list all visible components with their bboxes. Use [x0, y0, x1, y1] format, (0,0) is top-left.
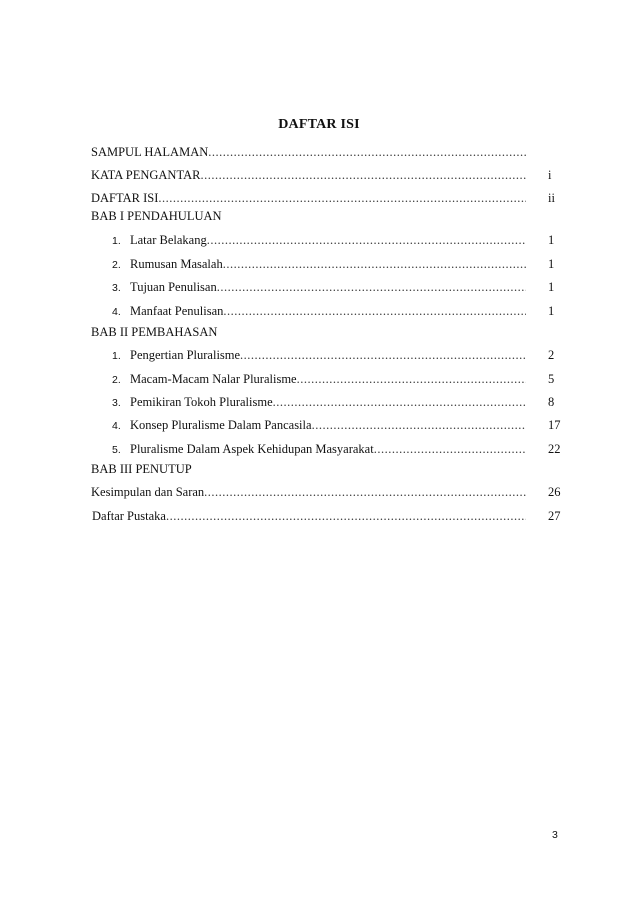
toc-entry-label: Kesimpulan dan Saran [91, 485, 205, 499]
toc-entry-kata-pengantar[interactable] [0, 165, 638, 185]
toc-entry-rumusan-masalah[interactable] [0, 254, 638, 274]
item-number: 2. [112, 374, 121, 386]
item-number: 4. [112, 420, 121, 432]
dot-leader [374, 439, 526, 459]
dot-leader [207, 230, 526, 250]
toc-entry-page: ii [548, 191, 555, 205]
toc-entry-label: Latar Belakang [130, 233, 207, 247]
toc-heading-bab2[interactable] [0, 322, 638, 342]
toc-entry-page: 22 [548, 442, 561, 456]
item-number: 1. [112, 350, 121, 362]
item-number: 1. [112, 235, 121, 247]
toc-entry-label: Tujuan Penulisan [130, 280, 217, 294]
toc-entry-macam-macam-nalar[interactable] [0, 369, 638, 389]
dot-leader [166, 506, 526, 526]
toc-entry-label: KATA PENGANTAR [91, 168, 201, 182]
dot-leader [297, 369, 526, 389]
dot-leader [223, 301, 526, 321]
dot-leader [223, 254, 526, 274]
dot-leader [158, 188, 526, 208]
dot-leader [312, 415, 526, 435]
toc-entry-label: DAFTAR ISI [91, 191, 159, 205]
toc-heading-bab1[interactable] [0, 206, 638, 226]
dot-leader [204, 482, 526, 502]
toc-entry-label: Pemikiran Tokoh Pluralisme [130, 395, 273, 409]
dot-leader [240, 345, 526, 365]
item-number: 5. [112, 444, 121, 456]
toc-entry-latar-belakang[interactable] [0, 230, 638, 250]
item-number: 2. [112, 259, 121, 271]
toc-entry-kesimpulan[interactable] [0, 482, 638, 502]
toc-entry-label: Daftar Pustaka [92, 509, 166, 523]
toc-entry-page: 5 [548, 372, 555, 386]
toc-entry-page: 27 [548, 509, 561, 523]
toc-entry-label: Macam-Macam Nalar Pluralisme [130, 372, 297, 386]
dot-leader [273, 392, 526, 412]
dot-leader [200, 165, 526, 185]
toc-entry-page: 2 [548, 348, 555, 362]
toc-entry-page: 1 [548, 280, 555, 294]
toc-entry-page: 1 [548, 233, 555, 247]
toc-entry-daftar-pustaka[interactable] [0, 506, 638, 526]
toc-entry-page: 1 [548, 304, 555, 318]
toc-entry-label: Konsep Pluralisme Dalam Pancasila [130, 418, 312, 432]
toc-entry-page: i [548, 168, 552, 182]
item-number: 4. [112, 306, 121, 318]
toc-entry-sampul[interactable] [0, 142, 638, 162]
toc-entry-tujuan-penulisan[interactable] [0, 277, 638, 297]
toc-entry-label: SAMPUL HALAMAN [91, 145, 209, 159]
toc-entry-label: Pluralisme Dalam Aspek Kehidupan Masyarakat [130, 442, 374, 456]
toc-entry-page: 26 [548, 485, 561, 499]
item-number: 3. [112, 397, 121, 409]
toc-entry-konsep-pluralisme[interactable] [0, 415, 638, 435]
chapter-heading: BAB III PENUTUP [91, 462, 192, 476]
toc-entry-page: 17 [548, 418, 561, 432]
toc-heading-bab3[interactable] [0, 459, 638, 479]
toc-entry-page: 1 [548, 257, 555, 271]
toc-entry-pengertian-pluralisme[interactable] [0, 345, 638, 365]
toc-entry-label: Manfaat Penulisan [130, 304, 224, 318]
toc-entry-page: 8 [548, 395, 555, 409]
chapter-heading: BAB I PENDAHULUAN [91, 209, 222, 223]
toc-entry-pemikiran-tokoh[interactable] [0, 392, 638, 412]
page-number: 3 [552, 829, 558, 841]
toc-entry-label: Rumusan Masalah [130, 257, 223, 271]
toc-entry-label: Pengertian Pluralisme [130, 348, 241, 362]
document-title: DAFTAR ISI [278, 117, 360, 132]
item-number: 3. [112, 282, 121, 294]
toc-entry-daftar-isi[interactable] [0, 188, 638, 208]
dot-leader [208, 142, 526, 162]
dot-leader [217, 277, 526, 297]
toc-entry-manfaat-penulisan[interactable] [0, 301, 638, 321]
chapter-heading: BAB II PEMBAHASAN [91, 325, 218, 339]
toc-entry-pluralisme-aspek[interactable] [0, 439, 638, 459]
